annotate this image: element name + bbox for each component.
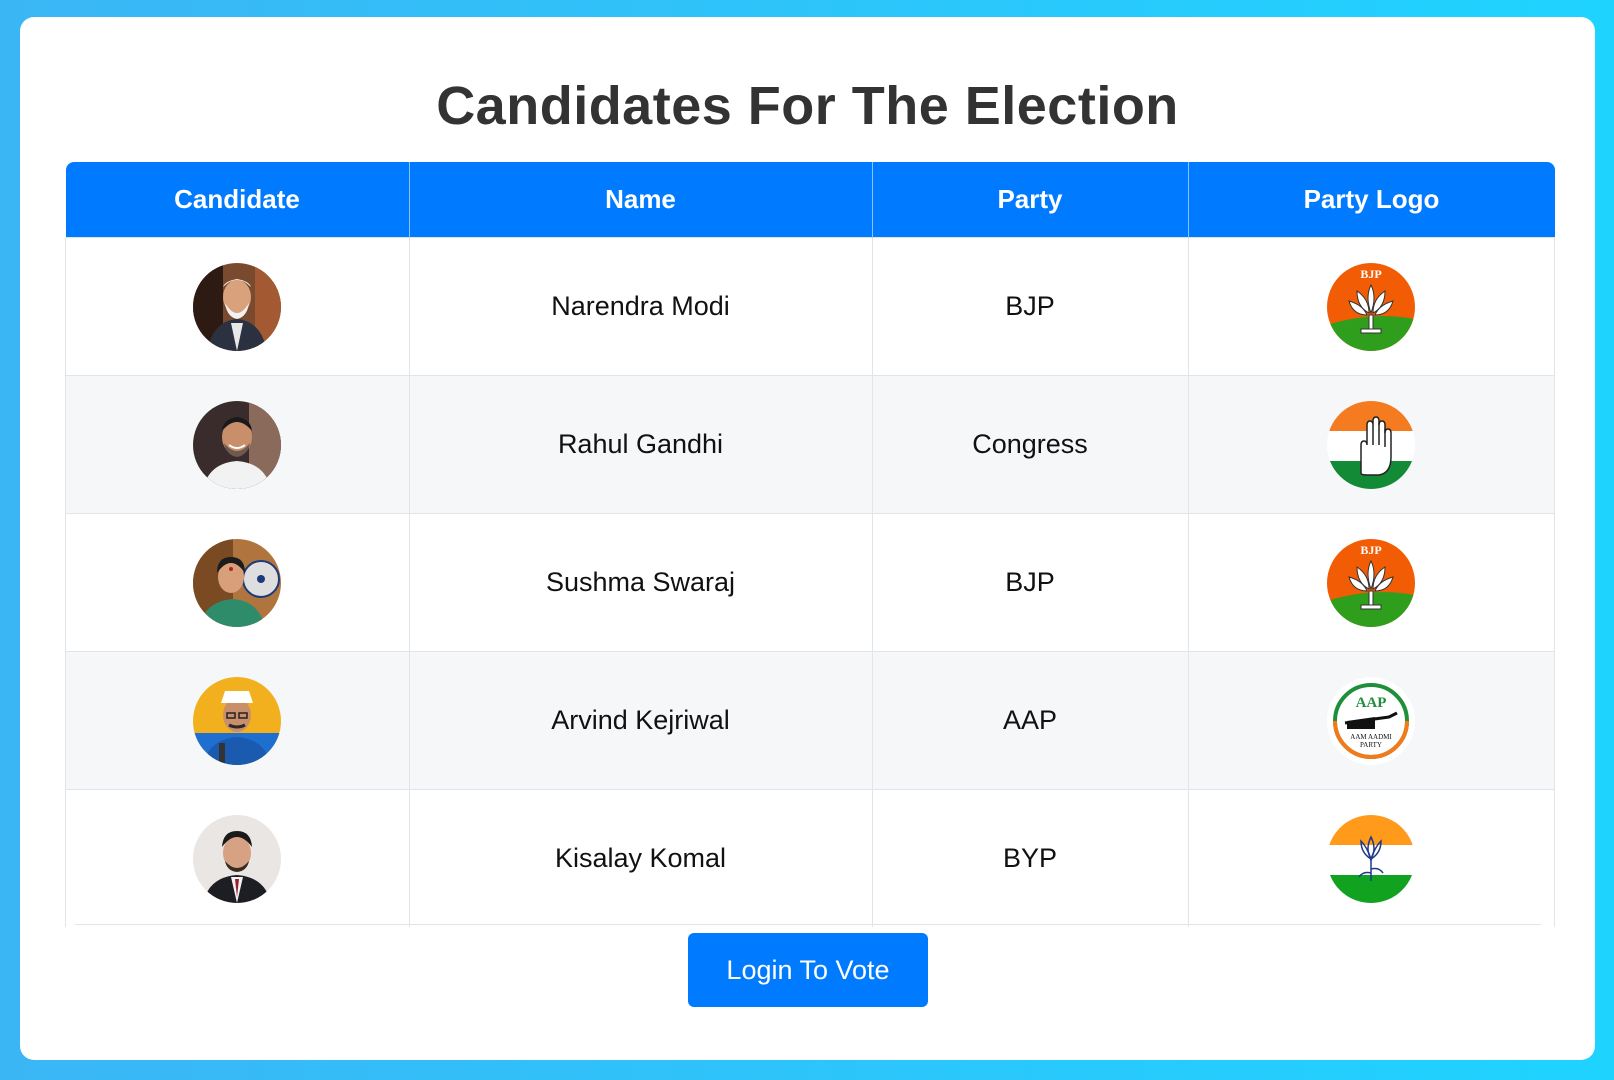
candidate-party: AAP bbox=[872, 652, 1188, 790]
candidates-table-wrapper bbox=[65, 162, 1551, 927]
bjp-lotus-logo-icon bbox=[1327, 539, 1415, 627]
candidate-party: Congress bbox=[872, 376, 1188, 514]
svg-text:BJP: BJP bbox=[1360, 542, 1382, 557]
header-party-logo: Party Logo bbox=[1188, 162, 1555, 238]
congress-hand-logo-icon bbox=[1327, 401, 1415, 489]
candidate-photo-icon bbox=[193, 401, 281, 489]
candidate-photo-cell bbox=[66, 790, 410, 928]
party-logo-cell bbox=[1188, 652, 1555, 790]
candidate-name: Kisalay Komal bbox=[409, 790, 872, 928]
svg-text:PARTY: PARTY bbox=[1360, 740, 1383, 749]
svg-text:AAP: AAP bbox=[1355, 694, 1387, 711]
candidate-party: BYP bbox=[872, 790, 1188, 928]
candidate-name: Arvind Kejriwal bbox=[409, 652, 872, 790]
candidates-table bbox=[65, 162, 1555, 927]
candidates-card bbox=[20, 17, 1595, 1060]
candidate-photo-cell bbox=[66, 238, 410, 376]
candidate-photo-cell bbox=[66, 652, 410, 790]
candidate-party: BJP bbox=[872, 238, 1188, 376]
table-bottom-divider bbox=[75, 924, 1541, 925]
table-row bbox=[66, 514, 1555, 652]
candidate-photo-icon bbox=[193, 263, 281, 351]
svg-text:AAM AADMI: AAM AADMI bbox=[1350, 732, 1392, 741]
candidate-photo-cell bbox=[66, 376, 410, 514]
table-header-row bbox=[66, 162, 1555, 238]
candidate-party: BJP bbox=[872, 514, 1188, 652]
candidate-name: Rahul Gandhi bbox=[409, 376, 872, 514]
header-party: Party bbox=[872, 162, 1188, 238]
svg-text:BJP: BJP bbox=[1360, 266, 1382, 281]
aap-broom-logo-icon bbox=[1327, 677, 1415, 765]
table-row bbox=[66, 652, 1555, 790]
header-candidate: Candidate bbox=[66, 162, 410, 238]
party-logo-cell bbox=[1188, 376, 1555, 514]
candidate-photo-icon bbox=[193, 677, 281, 765]
header-name: Name bbox=[409, 162, 872, 238]
login-to-vote-button[interactable]: Login To Vote bbox=[688, 933, 928, 1007]
party-logo-cell bbox=[1188, 514, 1555, 652]
page-title: Candidates For The Election bbox=[436, 76, 1179, 136]
table-row bbox=[66, 238, 1555, 376]
candidate-photo-icon bbox=[193, 815, 281, 903]
candidate-photo-icon bbox=[193, 539, 281, 627]
table-row bbox=[66, 790, 1555, 928]
party-logo-cell bbox=[1188, 790, 1555, 928]
candidate-name: Sushma Swaraj bbox=[409, 514, 872, 652]
bjp-lotus-logo-icon bbox=[1327, 263, 1415, 351]
tricolor-flower-logo-icon bbox=[1327, 815, 1415, 903]
party-logo-cell bbox=[1188, 238, 1555, 376]
candidate-name: Narendra Modi bbox=[409, 238, 872, 376]
table-row bbox=[66, 376, 1555, 514]
candidate-photo-cell bbox=[66, 514, 410, 652]
